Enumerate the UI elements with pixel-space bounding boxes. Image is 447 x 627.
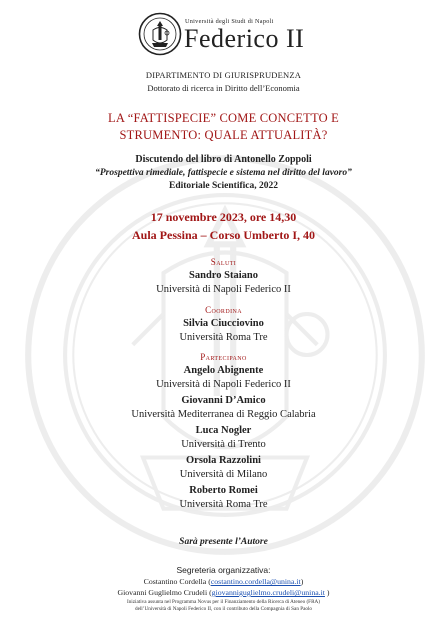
speaker-affiliation: Università di Milano <box>179 469 268 480</box>
department-label: DIPARTIMENTO DI GIURISPRUDENZA <box>145 70 302 80</box>
contact-email-link[interactable]: giovanniguglielmo.crudeli@unina.it <box>211 588 325 597</box>
speaker-affiliation: Università di Napoli Federico II <box>156 379 291 390</box>
speaker-name: Roberto Romei <box>189 485 258 496</box>
speaker-name: Angelo Abignente <box>183 365 264 376</box>
speaker-name: Luca Nogler <box>195 425 252 436</box>
contact-email-link[interactable]: costantino.cordella@unina.it <box>210 577 301 586</box>
partecipano-heading: Partecipano <box>200 352 247 362</box>
event-title-line-2: STRUMENTO: QUALE ATTUALITÀ? <box>119 128 328 142</box>
secretariat-contact <box>0 588 447 597</box>
speaker-affiliation: Università Roma Tre <box>179 332 268 343</box>
university-seal-icon <box>138 12 182 56</box>
speaker-affiliation: Università di Trento <box>181 439 266 450</box>
doctorate-label: Dottorato di ricerca in Diritto dell’Economia <box>147 83 300 93</box>
event-venue: Aula Pessina – Corso Umberto I, 40 <box>132 228 315 242</box>
event-date: 17 novembre 2023, ore 14,30 <box>150 210 297 224</box>
contact-close: ) <box>300 577 304 586</box>
speaker-name: Giovanni D’Amico <box>181 395 266 406</box>
funding-note-line-2: dell’Università di Napoli Federico II, con il contributo della Compagnia di San Paolo <box>134 606 313 612</box>
university-subtitle: Università degli Studi di Napoli <box>185 18 274 25</box>
speaker-name: Sandro Staiano <box>189 270 258 281</box>
coordina-heading: Coordina <box>205 305 242 315</box>
contact-close: ) <box>324 588 330 597</box>
speaker-affiliation: Università Roma Tre <box>179 499 268 510</box>
book-publisher: Editoriale Scientifica, 2022 <box>169 181 278 191</box>
event-title <box>0 110 447 144</box>
university-logo <box>138 12 313 64</box>
author-note: Sarà presente l’Autore <box>179 537 268 547</box>
saluti-heading: Saluti <box>210 257 237 267</box>
speaker-name: Orsola Razzolini <box>186 455 261 466</box>
funding-note-line-1: Iniziativa assunta nel Programma Novus per il Finanziamento della Ricerca di Ateneo (FRA) <box>126 599 321 605</box>
secretariat-contact <box>0 577 447 586</box>
secretariat-heading: Segreteria organizzativa: <box>176 565 271 575</box>
university-name: Federico II <box>184 24 305 53</box>
speaker-affiliation: Università Mediterranea di Reggio Calabria <box>131 409 316 420</box>
book-discussion: Discutendo del libro di Antonello Zoppoli <box>135 154 312 165</box>
book-title: “Prospettiva rimediale, fattispecie e sistema nel diritto del lavoro” <box>95 168 352 178</box>
event-title-line-1: LA “FATTISPECIE” COME CONCETTO E <box>108 111 339 125</box>
contact-name: Costantino Cordella ( <box>143 577 211 586</box>
speaker-affiliation: Università di Napoli Federico II <box>156 284 291 295</box>
speaker-name: Silvia Ciucciovino <box>183 318 264 329</box>
contact-name: Giovanni Guglielmo Crudeli ( <box>117 588 212 597</box>
